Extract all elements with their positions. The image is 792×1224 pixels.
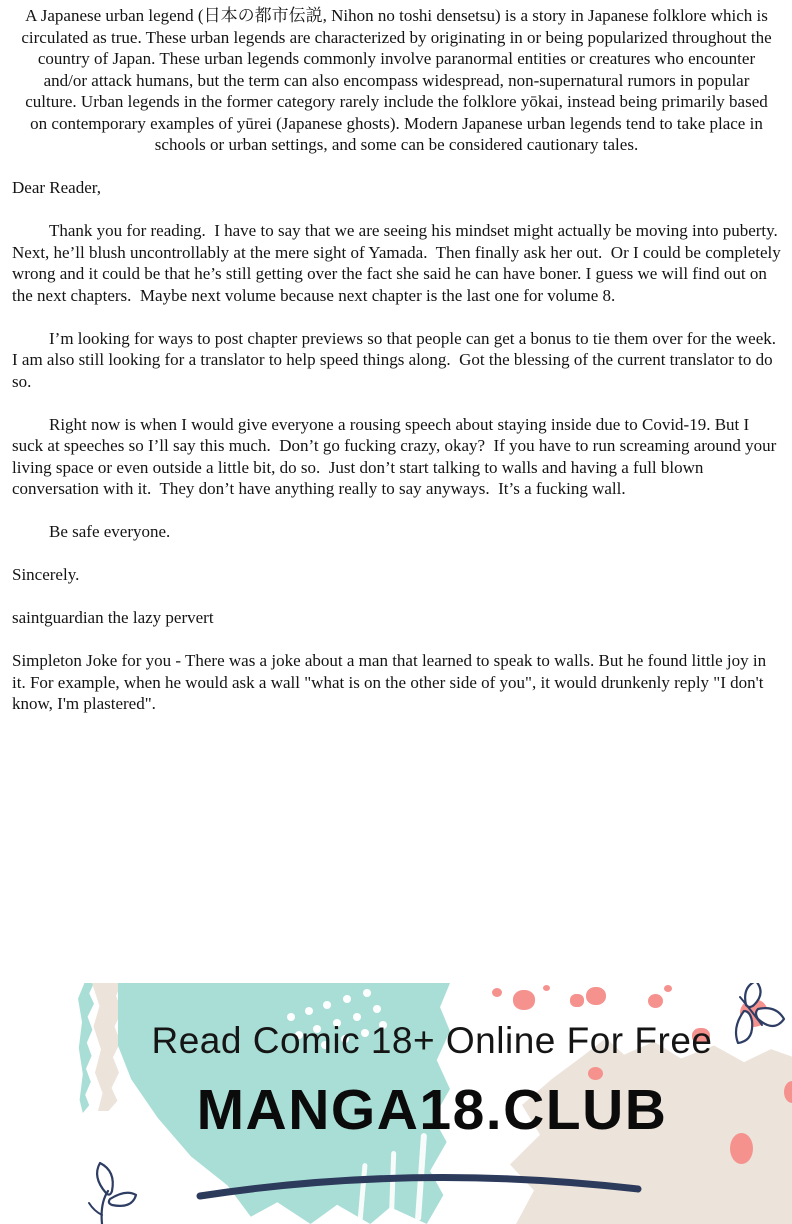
pink-blob [648,994,663,1008]
salutation: Dear Reader, [12,178,101,197]
signature: saintguardian the lazy pervert [12,608,214,627]
body-paragraph: Thank you for reading. I have to say that we are seeing his mindset might actually be moving into puberty. Next, he’ll blush uncontrollably at the mere sight of Yamada. Then finally ask her out. Or I could be completely wrong and it could be that he’s still getting over the fact she said he can have boner. I guess we will find out on the next chapters. Maybe next volume because next chapter is the last one for volume 8. [12,221,786,305]
brush-underline [190,1165,650,1201]
pink-blob [664,985,672,992]
pink-blob [543,985,550,991]
leaf-sprig-icon [74,1151,146,1224]
pink-blob [492,988,502,997]
promo-banner [72,983,792,1224]
body-paragraph: Be safe everyone. [49,522,171,541]
signoff: Sincerely. [12,565,80,584]
pink-blob [586,987,606,1005]
body-paragraph: I’m looking for ways to post chapter previews so that people can get a bonus to tie them over for the week. I am also still looking for a translator to help speed things along. Got the blessing of the current translator to do so. [12,328,785,391]
pink-blob [513,990,535,1010]
intro-paragraph: A Japanese urban legend (日本の都市伝説, Nihon no toshi densetsu) is a story in Japanese folklore which is circulated as true. These urban legends are characterized by originating in or being popularized throughout the country of Japan. These urban legends commonly involve paranormal entities or creatures who encounter and/or attack humans, but the term can also encompass widespread, non-supernatural rumors in popular culture. Urban legends in the former category rarely include the folklore yōkai, instead being primarily based on contemporary examples of yūrei (Japanese ghosts). Modern Japanese urban legends tend to take place in schools or urban settings, and some can be considered cautionary tales. [21,6,776,154]
site-name: MANGA18.CLUB [196,1078,668,1142]
pink-blob [570,994,584,1007]
body-paragraph: Right now is when I would give everyone a rousing speech about staying inside due to Covid-19. But I suck at speeches so I’ll say this much. Don’t go fucking crazy, okay? If you have to run screaming around your living space or even outside a little bit, do so. Just don’t start talking to walls and having a full blown conversation with it. They don’t have anything really to say anyways. It’s a fucking wall. [12,414,781,498]
joke-paragraph: Simpleton Joke for you - There was a joke about a man that learned to speak to walls. But he found little joy in it. For example, when he would ask a wall "what is on the other side of you", it would drunkenly reply "I don't know, I'm plastered". [12,651,771,713]
banner-tagline: Read Comic 18+ Online For Free [151,1020,713,1061]
